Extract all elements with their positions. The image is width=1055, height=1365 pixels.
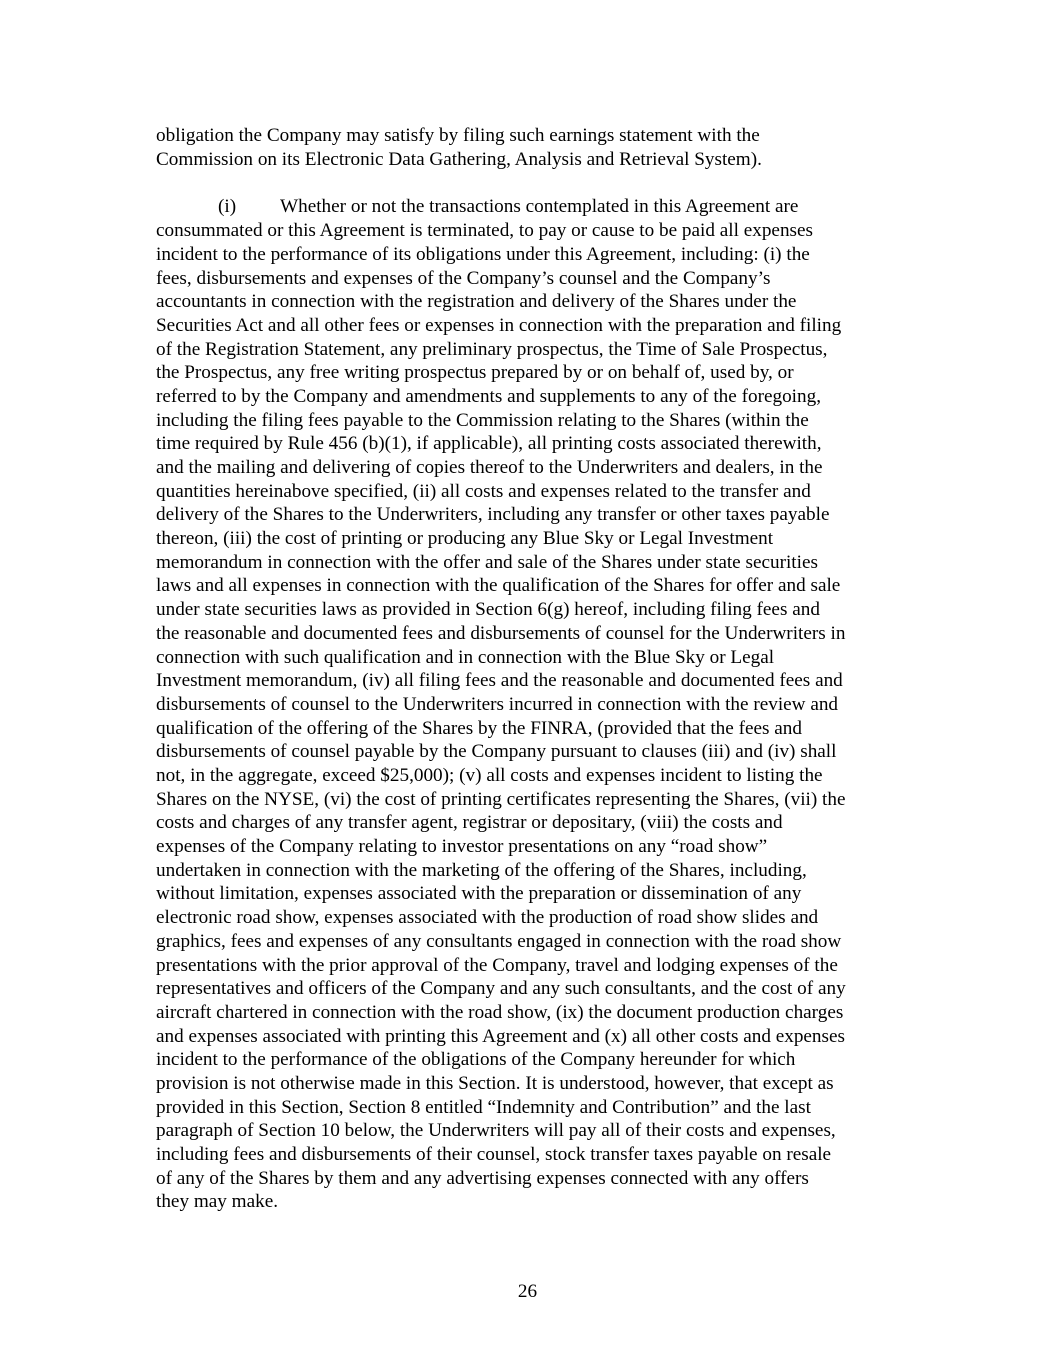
continuation-line: Commission on its Electronic Data Gathering, Analysis and Retrieval System). — [156, 149, 762, 170]
body-line: Shares on the NYSE, (vi) the cost of printing certificates representing the Shares, (vii) the — [156, 789, 846, 810]
body-line: costs and charges of any transfer agent, registrar or depositary, (viii) the costs and — [156, 812, 783, 833]
body-line: time required by Rule 456 (b)(1), if applicable), all printing costs associated therewith, — [156, 433, 822, 454]
body-line: incident to the performance of its obligations under this Agreement, including: (i) the — [156, 244, 810, 265]
body-line: accountants in connection with the registration and delivery of the Shares under the — [156, 291, 797, 312]
body-line: the Prospectus, any free writing prospectus prepared by or on behalf of, used by, or — [156, 362, 794, 383]
body-line: paragraph of Section 10 below, the Underwriters will pay all of their costs and expenses, — [156, 1120, 836, 1141]
body-line: Investment memorandum, (iv) all filing fees and the reasonable and documented fees and — [156, 670, 843, 691]
section-first-line: Whether or not the transactions contemplated in this Agreement are — [280, 196, 799, 217]
body-line: electronic road show, expenses associated with the production of road show slides and — [156, 907, 819, 928]
body-line: delivery of the Shares to the Underwriters, including any transfer or other taxes payable — [156, 504, 830, 525]
body-line: disbursements of counsel payable by the Company pursuant to clauses (iii) and (iv) shall — [156, 741, 837, 762]
body-line: provided in this Section, Section 8 entitled “Indemnity and Contribution” and the last — [156, 1097, 811, 1118]
body-line: under state securities laws as provided in Section 6(g) hereof, including filing fees and — [156, 599, 820, 620]
body-line: thereon, (iii) the cost of printing or producing any Blue Sky or Legal Investment — [156, 528, 774, 549]
body-line: fees, disbursements and expenses of the Company’s counsel and the Company’s — [156, 268, 771, 289]
body-line: memorandum in connection with the offer and sale of the Shares under state securities — [156, 552, 818, 573]
body-line: the reasonable and documented fees and disbursements of counsel for the Underwriters in — [156, 623, 846, 644]
body-line: including fees and disbursements of their counsel, stock transfer taxes payable on resale — [156, 1144, 832, 1165]
body-line: quantities hereinabove specified, (ii) all costs and expenses related to the transfer and — [156, 481, 811, 502]
body-line: representatives and officers of the Company and any such consultants, and the cost of any — [156, 978, 846, 999]
body-line: without limitation, expenses associated with the preparation or dissemination of any — [156, 883, 802, 904]
body-line: incident to the performance of the obligations of the Company hereunder for which — [156, 1049, 796, 1070]
body-line: and expenses associated with printing this Agreement and (x) all other costs and expenses — [156, 1026, 845, 1047]
body-line: expenses of the Company relating to investor presentations on any “road show” — [156, 836, 768, 857]
body-line: laws and all expenses in connection with the qualification of the Shares for offer and sale — [156, 575, 841, 596]
body-line: of any of the Shares by them and any advertising expenses connected with any offers — [156, 1168, 809, 1189]
body-line: Securities Act and all other fees or expenses in connection with the preparation and filing — [156, 315, 842, 336]
body-line: referred to by the Company and amendments and supplements to any of the foregoing, — [156, 386, 821, 407]
body-line: and the mailing and delivering of copies thereof to the Underwriters and dealers, in the — [156, 457, 823, 478]
continuation-line: obligation the Company may satisfy by filing such earnings statement with the — [156, 125, 760, 146]
body-line: graphics, fees and expenses of any consultants engaged in connection with the road show — [156, 931, 842, 952]
body-line: consummated or this Agreement is terminated, to pay or cause to be paid all expenses — [156, 220, 813, 241]
body-line: aircraft chartered in connection with the road show, (ix) the document production charges — [156, 1002, 844, 1023]
section-marker: (i) — [218, 196, 237, 217]
body-line: qualification of the offering of the Shares by the FINRA, (provided that the fees and — [156, 718, 802, 739]
body-line: disbursements of counsel to the Underwriters incurred in connection with the review and — [156, 694, 839, 715]
body-line: presentations with the prior approval of the Company, travel and lodging expenses of the — [156, 955, 838, 976]
body-line: of the Registration Statement, any preliminary prospectus, the Time of Sale Prospectus, — [156, 339, 828, 360]
body-line: connection with such qualification and in connection with the Blue Sky or Legal — [156, 647, 775, 668]
body-line: not, in the aggregate, exceed $25,000); (v) all costs and expenses incident to listing the — [156, 765, 823, 786]
body-line: they may make. — [156, 1191, 279, 1212]
body-line: undertaken in connection with the marketing of the offering of the Shares, including, — [156, 860, 807, 881]
body-line: including the filing fees payable to the Commission relating to the Shares (within the — [156, 410, 809, 431]
body-line: provision is not otherwise made in this Section. It is understood, however, that except as — [156, 1073, 834, 1094]
page-number: 26 — [517, 1281, 538, 1302]
